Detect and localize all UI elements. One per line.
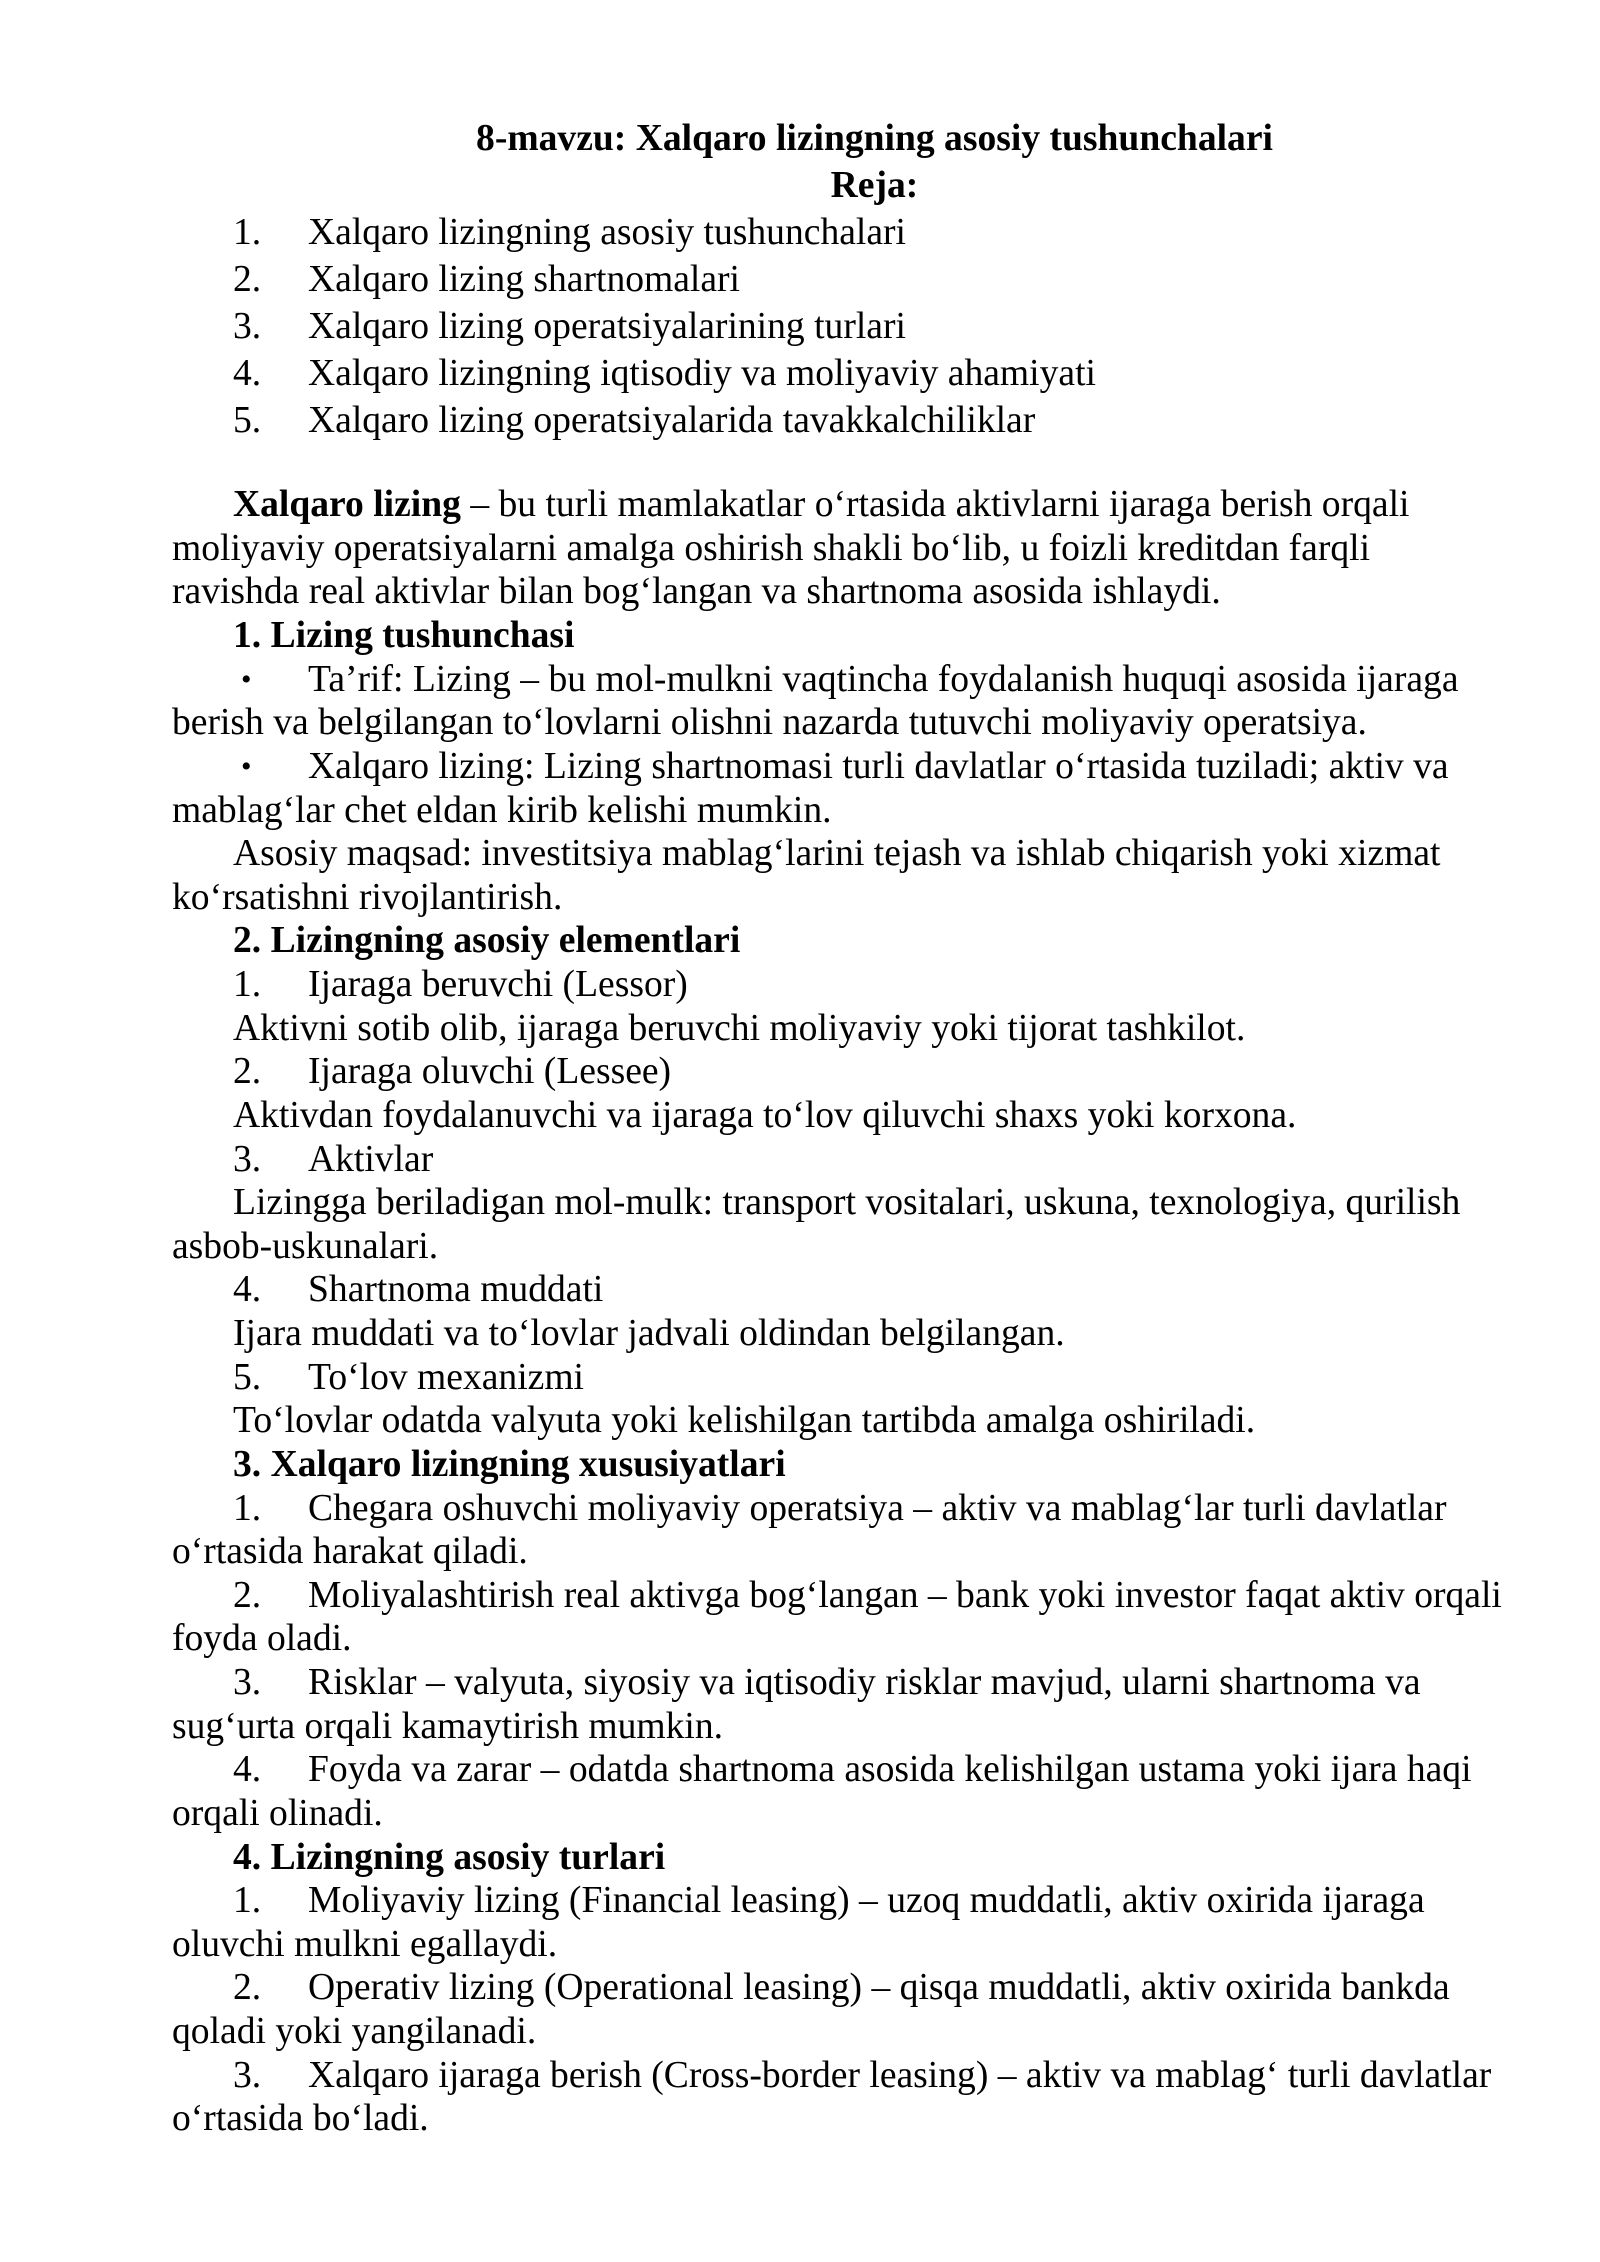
element-item bbox=[172, 1356, 1516, 1400]
plan-item-number: 3. bbox=[233, 305, 262, 347]
element-description: Aktivni sotib olib, ijaraga beruvchi moliyaviy yoki tijorat tashkilot. bbox=[233, 1007, 1246, 1049]
element-item bbox=[172, 1138, 1516, 1182]
paragraph-line: ravishda real aktivlar bilan bog‘langan va shartnoma asosida ishlaydi. bbox=[172, 571, 1221, 613]
element-description: asbob-uskunalari. bbox=[172, 1225, 439, 1267]
list-item bbox=[172, 2054, 1516, 2141]
item-number: 1. bbox=[233, 1487, 262, 1529]
plan-item-text: Xalqaro lizing shartnomalari bbox=[308, 258, 741, 300]
item-text: Moliyaviy lizing (Financial leasing) – uzoq muddatli, aktiv oxirida ijaraga bbox=[308, 1880, 1425, 1922]
section-heading: 1. Lizing tushunchasi bbox=[233, 615, 575, 657]
plan-item bbox=[172, 256, 1516, 303]
paragraph-line bbox=[172, 2054, 1516, 2098]
bullet-item bbox=[172, 658, 1516, 745]
paragraph-line bbox=[172, 1574, 1516, 1618]
paragraph-line bbox=[172, 483, 1516, 527]
section-heading: 4. Lizingning asosiy turlari bbox=[233, 1836, 666, 1878]
plan-item bbox=[172, 303, 1516, 350]
section-4 bbox=[172, 1836, 1516, 2141]
paragraph-line: sug‘urta orqali kamaytirish mumkin. bbox=[172, 1705, 724, 1747]
paragraph-line bbox=[172, 1487, 1516, 1531]
item-number: 3. bbox=[233, 1138, 262, 1180]
element-label: Ijaraga oluvchi (Lessee) bbox=[308, 1051, 672, 1093]
item-number: 4. bbox=[233, 1749, 262, 1791]
paragraph-line: o‘rtasida harakat qiladi. bbox=[172, 1531, 528, 1573]
paragraph-line: o‘rtasida bo‘ladi. bbox=[172, 2098, 429, 2140]
item-number: 3. bbox=[233, 2054, 262, 2096]
intro-paragraph bbox=[172, 483, 1516, 614]
list-item bbox=[172, 1661, 1516, 1748]
element-description: To‘lovlar odatda valyuta yoki kelishilgan tartibda amalga oshiriladi. bbox=[233, 1400, 1256, 1442]
item-number: 3. bbox=[233, 1662, 262, 1704]
bullet-item bbox=[172, 745, 1516, 832]
plan-item-number: 4. bbox=[233, 352, 262, 394]
paragraph-line bbox=[172, 1966, 1516, 2010]
item-text: Risklar – valyuta, siyosiy va iqtisodiy risklar mavjud, ularni shartnoma va bbox=[308, 1662, 1421, 1704]
item-number: 2. bbox=[233, 1051, 262, 1093]
plan-item-number: 5. bbox=[233, 399, 262, 441]
intro-text: – bu turli mamlakatlar o‘rtasida aktivlarni ijaraga berish orqali bbox=[460, 484, 1410, 526]
element-label: Aktivlar bbox=[308, 1138, 434, 1180]
paragraph-line bbox=[172, 745, 1516, 789]
element-label: To‘lov mexanizmi bbox=[308, 1356, 585, 1398]
bullet-text: Xalqaro lizing: Lizing shartnomasi turli davlatlar o‘rtasida tuziladi; aktiv va bbox=[308, 745, 1449, 787]
plan-item-text: Xalqaro lizing operatsiyalarida tavakkalchiliklar bbox=[308, 399, 1036, 441]
section-2 bbox=[172, 919, 1516, 1443]
element-item bbox=[172, 1268, 1516, 1312]
list-item bbox=[172, 1487, 1516, 1574]
item-text: Xalqaro ijaraga berish (Cross-border leasing) – aktiv va mablag‘ turli davlatlar bbox=[308, 2054, 1492, 2096]
paragraph-spacer bbox=[172, 444, 1516, 484]
item-text: Chegara oshuvchi moliyaviy operatsiya – aktiv va mablag‘lar turli davlatlar bbox=[308, 1487, 1447, 1529]
item-number: 4. bbox=[233, 1269, 262, 1311]
bullet-marker bbox=[233, 658, 308, 704]
section-3 bbox=[172, 1443, 1516, 1836]
plan-item bbox=[172, 350, 1516, 397]
paragraph-line: qoladi yoki yangilanadi. bbox=[172, 2011, 537, 2053]
plan-item-text: Xalqaro lizingning iqtisodiy va moliyaviy ahamiyati bbox=[308, 352, 1096, 394]
intro-term: Xalqaro lizing bbox=[233, 484, 461, 526]
paragraph-line: berish va belgilangan to‘lovlarni olishni nazarda tutuvchi moliyaviy operatsiya. bbox=[172, 702, 1367, 744]
plan-item-number: 1. bbox=[233, 211, 262, 253]
list-item bbox=[172, 1879, 1516, 1966]
paragraph-line: mablag‘lar chet eldan kirib kelishi mumkin. bbox=[172, 789, 832, 831]
item-number: 2. bbox=[233, 1967, 262, 2009]
paragraph-line bbox=[172, 1879, 1516, 1923]
paragraph-line: moliyaviy operatsiyalarni amalga oshirish shakli bo‘lib, u foizli kreditdan farqli bbox=[172, 527, 1371, 569]
element-label: Ijaraga beruvchi (Lessor) bbox=[308, 964, 688, 1006]
item-text: Moliyalashtirish real aktivga bog‘langan – bank yoki investor faqat aktiv orqali bbox=[308, 1574, 1502, 1616]
purpose-paragraph bbox=[172, 832, 1516, 919]
item-text: Operativ lizing (Operational leasing) – qisqa muddatli, aktiv oxirida bankda bbox=[308, 1967, 1450, 2009]
item-number: 1. bbox=[233, 964, 262, 1006]
element-label: Shartnoma muddati bbox=[308, 1269, 604, 1311]
paragraph-line bbox=[172, 1661, 1516, 1705]
plan-item bbox=[172, 209, 1516, 256]
plan-heading: Reja: bbox=[830, 164, 919, 206]
element-description: Aktivdan foydalanuvchi va ijaraga to‘lov qiluvchi shaxs yoki korxona. bbox=[233, 1094, 1297, 1136]
element-description: Lizingga beriladigan mol-mulk: transport vositalari, uskuna, texnologiya, qurilish bbox=[233, 1182, 1461, 1224]
section-heading: 3. Xalqaro lizingning xususiyatlari bbox=[233, 1443, 786, 1485]
bullet-text: Ta’rif: Lizing – bu mol-mulkni vaqtincha foydalanish huquqi asosida ijaraga bbox=[308, 658, 1459, 700]
item-number: 1. bbox=[233, 1880, 262, 1922]
document-body bbox=[172, 115, 1516, 2141]
plan-item-text: Xalqaro lizing operatsiyalarining turlari bbox=[308, 305, 906, 347]
section-heading: 2. Lizingning asosiy elementlari bbox=[233, 920, 741, 962]
section-1 bbox=[172, 614, 1516, 919]
document-title: 8-mavzu: Xalqaro lizingning asosiy tushunchalari bbox=[476, 117, 1273, 159]
plan-item-number: 2. bbox=[233, 258, 262, 300]
list-item bbox=[172, 1966, 1516, 2053]
item-text: Foyda va zarar – odatda shartnoma asosida kelishilgan ustama yoki ijara haqi bbox=[308, 1749, 1472, 1791]
paragraph-line bbox=[172, 1748, 1516, 1792]
list-item bbox=[172, 1748, 1516, 1835]
item-number: 2. bbox=[233, 1574, 262, 1616]
item-number: 5. bbox=[233, 1356, 262, 1398]
plan-item-text: Xalqaro lizingning asosiy tushunchalari bbox=[308, 211, 906, 253]
paragraph-line: Asosiy maqsad: investitsiya mablag‘larini tejash va ishlab chiqarish yoki xizmat bbox=[233, 833, 1441, 875]
paragraph-line: ko‘rsatishni rivojlantirish. bbox=[172, 876, 563, 918]
element-item bbox=[172, 963, 1516, 1007]
plan-item bbox=[172, 397, 1516, 444]
bullet-marker bbox=[233, 745, 308, 791]
paragraph-line: oluvchi mulkni egallaydi. bbox=[172, 1923, 558, 1965]
list-item bbox=[172, 1574, 1516, 1661]
paragraph-line bbox=[172, 658, 1516, 702]
paragraph-line: orqali olinadi. bbox=[172, 1792, 383, 1834]
element-description: Ijara muddati va to‘lovlar jadvali oldindan belgilangan. bbox=[233, 1313, 1065, 1355]
element-item bbox=[172, 1050, 1516, 1094]
paragraph-line: foyda oladi. bbox=[172, 1618, 352, 1660]
